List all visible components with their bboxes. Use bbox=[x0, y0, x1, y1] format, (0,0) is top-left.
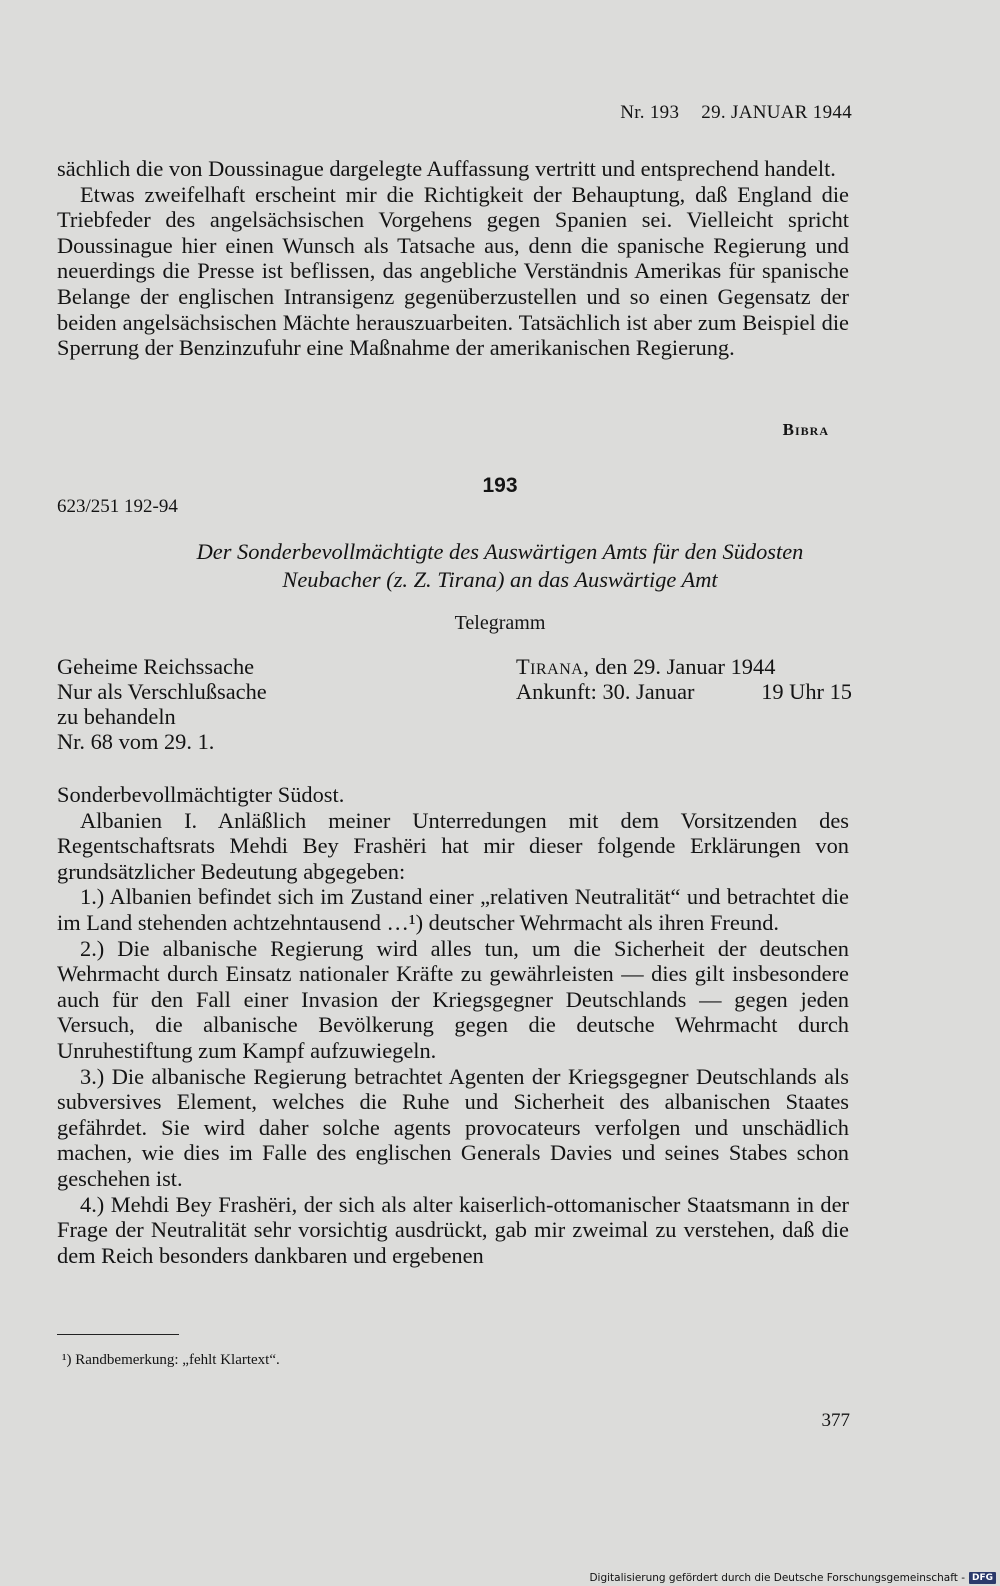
paragraph: Sonderbevollmächtigter Südost. bbox=[57, 782, 345, 807]
digitization-credit bbox=[589, 1572, 996, 1584]
paragraph: Etwas zweifelhaft erscheint mir die Richtigkeit der Behauptung, daß England die Triebfeder des angelsächsischen Vorgehens gegen Spanien sei. Vielleicht spricht Doussinague hier einen Wunsch als Tatsache aus, denn die spanische Regierung und neuerdings die Presse ist beflissen, das angebliche Verständnis Amerikas für spanische Belange der englischen Intransigenz gegenüberzustellen und so einen Gegensatz der beiden angelsächsischen Mächte herauszuarbeiten. Tatsächlich ist aber zum Beispiel die Sperrung der Benzinzufuhr eine Maßnahme der amerikanischen Regierung. bbox=[57, 181, 849, 361]
title-line: Neubacher (z. Z. Tirana) an das Auswärtige Amt bbox=[282, 567, 718, 592]
date: den 29. Januar 1944 bbox=[595, 654, 776, 679]
running-header bbox=[620, 102, 852, 124]
paragraph: sächlich die von Doussinague dargelegte Auffassung vertritt und entsprechend handelt. bbox=[57, 156, 836, 181]
paragraph: Albanien I. Anläßlich meiner Unterredungen mit dem Vorsitzenden des Regentschaftsrats Mehdi Bey Frashëri hat mir dieser folgende Erklärungen von grundsätzlicher Bedeutung abgegeben: bbox=[57, 807, 849, 884]
header-date: 29. JANUAR 1944 bbox=[701, 102, 852, 123]
paragraph: 3.) Die albanische Regierung betrachtet Agenten der Kriegsgegner Deutschlands als subversives Element, welches die Ruhe und Sicherheit des albanischen Staates gefährdet. Sie wird daher solche agents provocateurs verfolgen und unschädlich machen, wie dies im Falle des englischen Generals Davies und seines Stabes schon geschehen ist. bbox=[57, 1063, 849, 1191]
classification-line: Geheime Reichssache bbox=[57, 654, 255, 679]
dfg-logo-icon: DFG bbox=[969, 1572, 996, 1584]
footnote: ¹) Randbemerkung: „fehlt Klartext“. bbox=[62, 1352, 280, 1368]
page-number: 377 bbox=[821, 1410, 850, 1431]
classification-block bbox=[57, 654, 267, 754]
arrival-time: 19 Uhr 15 bbox=[761, 679, 852, 704]
signature: Bibra bbox=[782, 420, 829, 439]
previous-document-text bbox=[57, 156, 849, 361]
paragraph: 1.) Albanien befindet sich im Zustand einer „relativen Neutralität“ und betrachtet die im Land stehenden achtzehntausend …¹) deutscher Wehrmacht als ihren Freund. bbox=[57, 884, 849, 935]
document-title bbox=[0, 538, 1000, 594]
telegram-text bbox=[57, 782, 849, 1268]
place: Tirana, bbox=[516, 654, 590, 679]
document-type: Telegramm bbox=[454, 612, 546, 634]
place-date-line bbox=[516, 654, 852, 679]
place-date-block bbox=[516, 654, 852, 704]
classification-line: Nur als Verschlußsache bbox=[57, 679, 267, 704]
title-line: Der Sonderbevollmächtigte des Auswärtigen Amts für den Südosten bbox=[196, 539, 804, 564]
header-doc-ref: Nr. 193 bbox=[620, 102, 680, 123]
credit-text: Digitalisierung gefördert durch die Deutsche Forschungsgemeinschaft - bbox=[589, 1572, 965, 1584]
classification-line: zu behandeln bbox=[57, 704, 176, 729]
file-number: 623/251 192-94 bbox=[57, 496, 178, 517]
document-number: 193 bbox=[482, 474, 518, 497]
arrival-label: Ankunft: 30. Januar bbox=[516, 679, 695, 704]
classification-line: Nr. 68 vom 29. 1. bbox=[57, 729, 215, 754]
paragraph: 4.) Mehdi Bey Frashëri, der sich als alter kaiserlich-ottomanischer Staatsmann in der Frage der Neutralität sehr vorsichtig ausdrückt, gab mir zweimal zu verstehen, daß die dem Reich besonders dankbaren und ergebenen bbox=[57, 1191, 849, 1268]
paragraph: 2.) Die albanische Regierung wird alles tun, um die Sicherheit der deutschen Wehrmacht durch Einsatz nationaler Kräfte zu gewährleisten — dies gilt insbesondere auch für den Fall einer Invasion der Kriegsgegner Deutschlands — gegen jeden Versuch, die albanische Bevölkerung gegen die deutsche Wehrmacht durch Unruhestiftung zum Kampf aufzuwiegeln. bbox=[57, 935, 849, 1063]
arrival-line bbox=[516, 679, 852, 704]
footnote-divider bbox=[57, 1334, 179, 1335]
